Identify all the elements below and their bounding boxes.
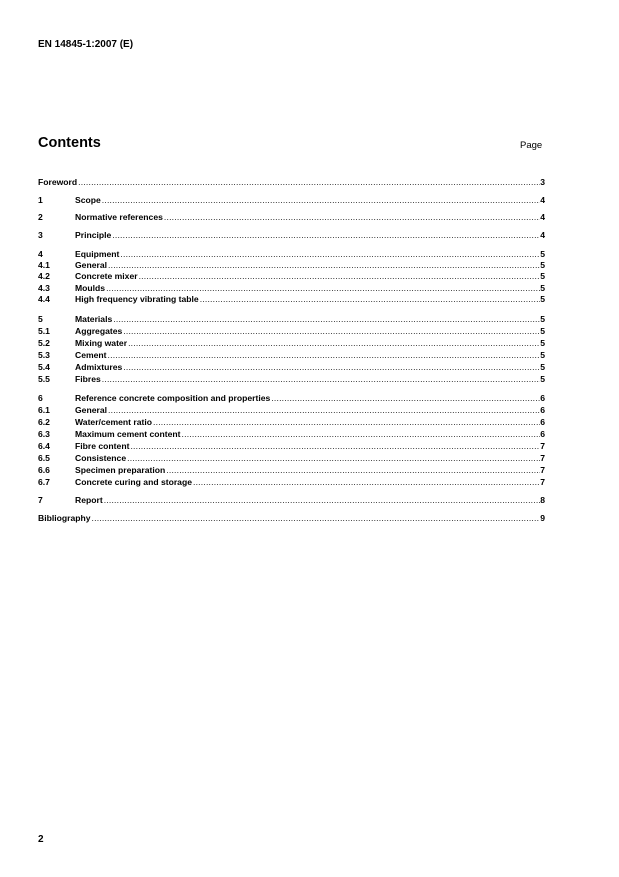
page-number: 2 — [38, 834, 44, 845]
toc-entry[interactable] — [38, 512, 545, 523]
toc-entry[interactable] — [38, 416, 545, 427]
toc-entry-title: Scope — [75, 195, 101, 205]
toc-entry-number: 6.4 — [38, 441, 50, 451]
toc-entry-title: Moulds — [75, 283, 106, 293]
toc-entry-page: 5 — [540, 294, 545, 304]
toc-entry-title: General — [75, 405, 108, 415]
toc-dot-leader — [193, 477, 540, 487]
toc-dot-leader — [139, 271, 541, 281]
page-column-label: Page — [520, 140, 543, 151]
toc-entry-page: 5 — [540, 314, 545, 324]
toc-entry[interactable] — [38, 293, 545, 304]
toc-entry-page: 6 — [540, 393, 545, 403]
toc-entry[interactable] — [38, 373, 545, 384]
toc-entry-page: 8 — [540, 495, 545, 505]
toc-dot-leader — [112, 230, 540, 240]
toc-entry-number: 5.5 — [38, 374, 50, 384]
toc-entry-page: 6 — [540, 429, 545, 439]
toc-entry[interactable] — [38, 337, 545, 348]
toc-dot-leader — [127, 453, 540, 463]
toc-entry[interactable] — [38, 464, 545, 475]
toc-dot-leader — [120, 249, 540, 259]
contents-heading: Contents — [38, 135, 101, 151]
toc-dot-leader — [123, 326, 540, 336]
toc-entry-page: 5 — [540, 283, 545, 293]
toc-entry[interactable] — [38, 349, 545, 360]
toc-entry-title: Report — [75, 495, 103, 505]
toc-entry[interactable] — [38, 325, 545, 336]
toc-entry-number: 3 — [38, 230, 43, 240]
toc-dot-leader — [108, 260, 540, 270]
toc-entry[interactable] — [38, 194, 545, 205]
toc-entry-page: 5 — [540, 350, 545, 360]
toc-entry[interactable] — [38, 211, 545, 222]
toc-entry-number: 5.4 — [38, 362, 50, 372]
toc-entry-page: 7 — [540, 453, 545, 463]
toc-entry[interactable] — [38, 270, 545, 281]
toc-entry-page: 6 — [540, 405, 545, 415]
toc-entry-number: 1 — [38, 195, 43, 205]
toc-entry-page: 5 — [540, 326, 545, 336]
toc-dot-leader — [123, 362, 540, 372]
toc-entry-number: 6.2 — [38, 417, 50, 427]
toc-entry[interactable] — [38, 248, 545, 259]
toc-entry-number: 5.2 — [38, 338, 50, 348]
toc-entry-title: Concrete mixer — [75, 271, 138, 281]
toc-entry-title: Maximum cement content — [75, 429, 181, 439]
toc-dot-leader — [108, 405, 540, 415]
toc-entry-page: 7 — [540, 465, 545, 475]
toc-entry-title: Specimen preparation — [75, 465, 166, 475]
toc-dot-leader — [164, 212, 540, 222]
toc-entry[interactable] — [38, 440, 545, 451]
toc-entry-title: Admixtures — [75, 362, 123, 372]
toc-dot-leader — [108, 350, 541, 360]
document-identifier: EN 14845-1:2007 (E) — [38, 39, 134, 50]
toc-entry-number: 6 — [38, 393, 43, 403]
toc-entry-title: Bibliography — [38, 513, 91, 523]
toc-entry-number: 5.1 — [38, 326, 50, 336]
toc-dot-leader — [153, 417, 540, 427]
toc-entry-number: 4.2 — [38, 271, 50, 281]
toc-entry-number: 6.1 — [38, 405, 50, 415]
toc-dot-leader — [130, 441, 540, 451]
toc-entry-page: 4 — [540, 212, 545, 222]
toc-entry-title: Water/cement ratio — [75, 417, 153, 427]
toc-entry-title: Mixing water — [75, 338, 128, 348]
toc-entry[interactable] — [38, 494, 545, 505]
toc-entry-page: 5 — [540, 249, 545, 259]
toc-entry[interactable] — [38, 361, 545, 372]
toc-dot-leader — [104, 495, 541, 505]
toc-entry-title: Fibre content — [75, 441, 130, 451]
toc-entry-title: Reference concrete composition and properties — [75, 393, 271, 403]
toc-entry[interactable] — [38, 428, 545, 439]
toc-dot-leader — [113, 314, 540, 324]
toc-entry-title: Normative references — [75, 212, 163, 222]
toc-dot-leader — [128, 338, 540, 348]
toc-entry-title: Consistence — [75, 453, 127, 463]
toc-entry[interactable] — [38, 392, 545, 403]
toc-dot-leader — [78, 177, 540, 187]
toc-entry-number: 5.3 — [38, 350, 50, 360]
toc-entry-title: Aggregates — [75, 326, 123, 336]
toc-entry-title: Equipment — [75, 249, 120, 259]
toc-dot-leader — [102, 195, 540, 205]
toc-entry-title: Fibres — [75, 374, 101, 384]
table-of-contents — [38, 0, 545, 877]
toc-entry-number: 4 — [38, 249, 43, 259]
toc-entry-title: Materials — [75, 314, 113, 324]
toc-entry-page: 5 — [540, 338, 545, 348]
toc-entry[interactable] — [38, 313, 545, 324]
toc-entry-page: 5 — [540, 260, 545, 270]
toc-entry[interactable] — [38, 452, 545, 463]
toc-entry[interactable] — [38, 259, 545, 270]
toc-entry-number: 4.4 — [38, 294, 50, 304]
toc-dot-leader — [200, 294, 541, 304]
toc-dot-leader — [106, 283, 540, 293]
toc-entry-title: Foreword — [38, 177, 78, 187]
toc-dot-leader — [102, 374, 540, 384]
toc-entry-number: 6.3 — [38, 429, 50, 439]
toc-entry-page: 7 — [540, 441, 545, 451]
toc-entry-title: High frequency vibrating table — [75, 294, 199, 304]
toc-entry-page: 5 — [540, 362, 545, 372]
toc-entry-number: 6.6 — [38, 465, 50, 475]
toc-entry-title: Principle — [75, 230, 112, 240]
toc-entry-page: 5 — [540, 374, 545, 384]
toc-entry-page: 6 — [540, 417, 545, 427]
toc-dot-leader — [166, 465, 540, 475]
toc-entry-number: 4.1 — [38, 260, 50, 270]
toc-entry-title: Cement — [75, 350, 107, 360]
toc-dot-leader — [271, 393, 540, 403]
toc-entry-page: 9 — [540, 513, 545, 523]
toc-entry-page: 3 — [540, 177, 545, 187]
toc-entry[interactable] — [38, 404, 545, 415]
toc-entry[interactable] — [38, 476, 545, 487]
toc-entry-number: 4.3 — [38, 283, 50, 293]
toc-dot-leader — [182, 429, 541, 439]
toc-entry[interactable] — [38, 176, 545, 187]
toc-entry-number: 6.5 — [38, 453, 50, 463]
toc-entry-title: General — [75, 260, 108, 270]
toc-entry[interactable] — [38, 282, 545, 293]
toc-entry-page: 7 — [540, 477, 545, 487]
toc-dot-leader — [92, 513, 541, 523]
toc-entry-number: 2 — [38, 212, 43, 222]
toc-entry-page: 4 — [540, 230, 545, 240]
toc-entry[interactable] — [38, 229, 545, 240]
toc-entry-number: 5 — [38, 314, 43, 324]
toc-entry-page: 4 — [540, 195, 545, 205]
toc-entry-title: Concrete curing and storage — [75, 477, 192, 487]
toc-entry-number: 7 — [38, 495, 43, 505]
toc-entry-page: 5 — [540, 271, 545, 281]
toc-entry-number: 6.7 — [38, 477, 50, 487]
